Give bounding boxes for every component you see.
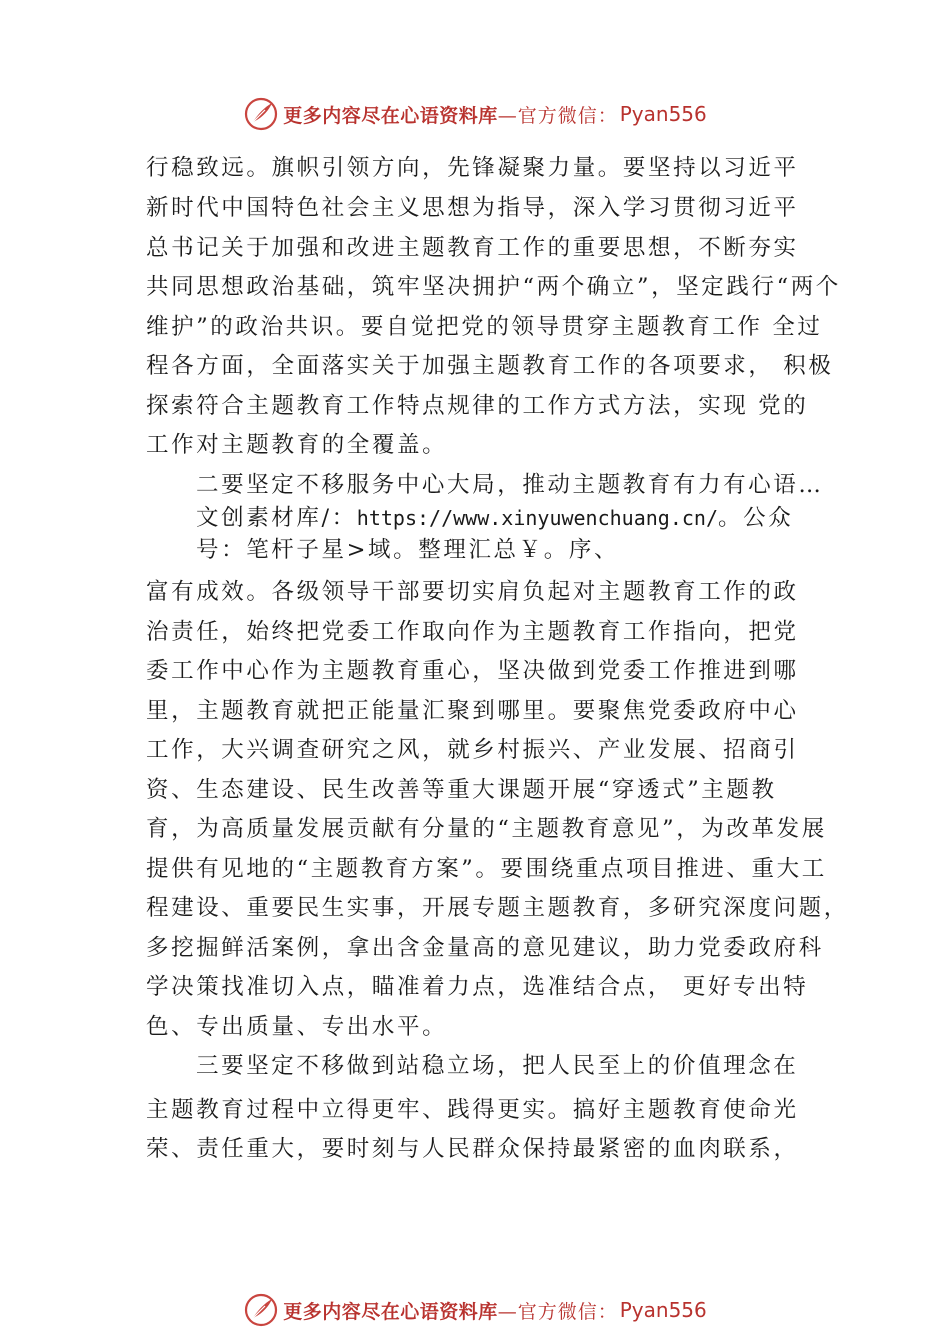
footer-banner bbox=[0, 1290, 950, 1330]
text-line: 程各方面，全面落实关于加强主题教育工作的各项要求， 积极 bbox=[146, 353, 834, 379]
footer-wechat-id: Pyan556 bbox=[619, 1298, 707, 1322]
text-line: 三要坚定不移做到站稳立场，把人民至上的价值理念在 bbox=[196, 1053, 799, 1079]
text-line: 富有成效。各级领导干部要切实肩负起对主题教育工作的政 bbox=[146, 579, 799, 605]
text-line: 荣、责任重大，要时刻与人民群众保持最紧密的血肉联系， bbox=[146, 1136, 799, 1162]
header-text-main: 更多内容尽在心语资料库 bbox=[283, 104, 498, 127]
text-line: 共同思想政治基础，筑牢坚决拥护“两个确立”，坚定践行“两个 bbox=[146, 274, 841, 300]
text-line: 号：笔杆子星>域。整理汇总￥。序、 bbox=[196, 537, 620, 563]
text-line: 总书记关于加强和改进主题教育工作的重要思想，不断夯实 bbox=[146, 235, 799, 261]
website-url: https://www.xinyuwenchuang.cn/ bbox=[356, 506, 719, 530]
text-line: 多挖掘鲜活案例，拿出含金量高的意见建议，助力党委政府科 bbox=[146, 935, 824, 961]
text-line: 治责任，始终把党委工作取向作为主题教育工作指向，把党 bbox=[146, 619, 799, 645]
text-line: 委工作中心作为主题教育重心，坚决做到党委工作推进到哪 bbox=[146, 658, 799, 684]
text-fragment: 。公众 bbox=[718, 505, 794, 531]
feather-logo-icon bbox=[243, 96, 279, 132]
header-banner bbox=[0, 94, 950, 134]
text-line: 工作，大兴调查研究之风，就乡村振兴、产业发展、招商引 bbox=[146, 737, 799, 763]
text-line-url bbox=[196, 507, 793, 530]
text-line: 主题教育过程中立得更牢、践得更实。搞好主题教育使命光 bbox=[146, 1097, 799, 1123]
text-line: 探索符合主题教育工作特点规律的工作方式方法，实现 党的 bbox=[146, 393, 809, 419]
text-line: 行稳致远。旗帜引领方向，先锋凝聚力量。要坚持以习近平 bbox=[146, 155, 799, 181]
text-line: 色、专出质量、专出水平。 bbox=[146, 1014, 448, 1040]
footer-text-sub: —官方微信： bbox=[497, 1300, 618, 1323]
text-line: 程建设、重要民生实事，开展专题主题教育，多研究深度问题， bbox=[146, 895, 849, 921]
footer-text-main: 更多内容尽在心语资料库 bbox=[283, 1300, 498, 1323]
text-line: 学决策找准切入点，瞄准着力点，选准结合点， 更好专出特 bbox=[146, 974, 809, 1000]
header-text-sub: —官方微信： bbox=[497, 104, 618, 127]
text-line: 维护”的政治共识。要自觉把党的领导贯穿主题教育工作 全过 bbox=[146, 314, 823, 340]
text-line: 里，主题教育就把正能量汇聚到哪里。要聚焦党委政府中心 bbox=[146, 698, 799, 724]
text-line: 育，为高质量发展贡献有分量的“主题教育意见”，为改革发展 bbox=[146, 816, 827, 842]
feather-logo-icon bbox=[243, 1292, 279, 1328]
text-line: 二要坚定不移服务中心大局，推动主题教育有力有心语… bbox=[196, 472, 824, 498]
text-line: 资、生态建设、民生改善等重大课题开展“穿透式”主题教 bbox=[146, 777, 777, 803]
text-line: 工作对主题教育的全覆盖。 bbox=[146, 432, 448, 458]
text-line: 提供有见地的“主题教育方案”。要围绕重点项目推进、重大工 bbox=[146, 856, 827, 882]
text-line: 新时代中国特色社会主义思想为指导，深入学习贯彻习近平 bbox=[146, 195, 799, 221]
header-wechat-id: Pyan556 bbox=[619, 102, 707, 126]
text-fragment: 文创素材库/： bbox=[196, 505, 357, 531]
